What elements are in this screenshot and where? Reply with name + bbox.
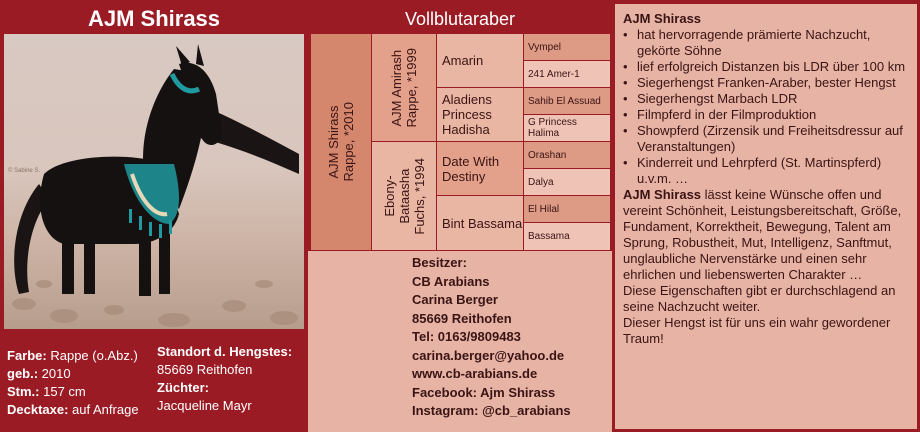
info-height: Stm.: 157 cm <box>7 384 86 399</box>
pedigree-great-grandparent: 241 Amer-1 <box>524 61 610 87</box>
info-breeder-label: Züchter: <box>157 380 209 395</box>
owner-label: Besitzer: <box>412 255 467 270</box>
info-breeder: Jacqueline Mayr <box>157 398 252 413</box>
owner-contact <box>308 251 612 432</box>
pedigree-dam: Ebony- Bataasha Fuchs, *1994 <box>372 142 436 250</box>
right-panel <box>612 0 920 432</box>
owner-instagram: Instagram: @cb_arabians <box>412 403 571 418</box>
list-item: • lief erfolgreich Distanzen bis LDR über 100 km <box>623 59 917 75</box>
pedigree-horse: AJM Shirass Rappe, *2010 <box>311 34 371 250</box>
list-item: • Siegerhengst Franken-Araber, bester Hengst <box>623 75 917 91</box>
owner-name: Carina Berger <box>412 292 498 307</box>
pedigree-great-grandparent: Dalya <box>524 169 610 195</box>
achievements-list <box>623 27 917 187</box>
info-location-label: Standort d. Hengstes: <box>157 344 293 359</box>
middle-panel <box>308 0 612 432</box>
list-item: • hat hervorragende prämierte Nachzucht, gekörte Söhne <box>623 27 917 59</box>
info-color: Farbe: Rappe (o.Abz.) <box>7 348 138 363</box>
pedigree-great-grandparent: Sahib El Assuad <box>524 88 610 114</box>
info-born: geb.: 2010 <box>7 366 71 381</box>
description-paragraph-3: Dieser Hengst ist für uns ein wahr gewordener Traum! <box>623 315 891 346</box>
photo-watermark: © Sabine S. <box>8 168 41 174</box>
pedigree-grandparent: Bint Bassama <box>437 196 523 250</box>
description-paragraph: AJM Shirass lässt keine Wünsche offen und vereint Schönheit, Leistungsbereitschaft, Größe, Fundament, Korrektheit, Bewegung, Talent am Sprung, Robustheit, Mut, Intelligenz, Sanftmut, unglaubliche Nervenstärke und einen sehr ehrlichen und liebenswerten Charakter … <box>623 187 902 282</box>
pedigree-great-grandparent: Vympel <box>524 34 610 60</box>
horse-photo <box>4 34 304 329</box>
horse-illustration <box>4 34 304 329</box>
list-item: • Kinderreit und Lehrpferd (St. Martinspferd) u.v.m. … <box>623 155 917 187</box>
description-paragraph-2: Diese Eigenschaften gibt er durchschlagend an seine Nachzucht weiter. <box>623 283 896 314</box>
list-item: • Showpferd (Zirzensik und Freiheitsdressur auf Veranstaltungen) <box>623 123 917 155</box>
pedigree-great-grandparent: El Hilal <box>524 196 610 222</box>
pedigree-table <box>308 34 612 250</box>
info-location: 85669 Reithofen <box>157 362 253 377</box>
list-item: • Siegerhengst Marbach LDR <box>623 91 917 107</box>
owner-phone: Tel: 0163/9809483 <box>412 329 521 344</box>
pedigree-grandparent: Date With Destiny <box>437 142 523 195</box>
horse-info-col1 <box>7 347 157 419</box>
description <box>615 4 917 429</box>
horse-title: AJM Shirass <box>87 6 221 31</box>
pedigree-grandparent: Aladiens Princess Hadisha <box>437 88 523 141</box>
horse-info <box>0 340 308 432</box>
horse-info-col2 <box>157 343 307 415</box>
pedigree-great-grandparent: Orashan <box>524 142 610 168</box>
breed-heading: Vollblutaraber <box>404 9 516 29</box>
info-fee: Decktaxe: auf Anfrage <box>7 402 139 417</box>
pedigree-sire: AJM Amirash Rappe, *1999 <box>372 34 436 141</box>
owner-farm: CB Arabians <box>412 273 490 289</box>
pedigree-great-grandparent: Bassama <box>524 223 610 250</box>
description-heading: AJM Shirass <box>623 11 702 26</box>
left-panel <box>0 0 308 432</box>
pedigree-great-grandparent: G Princess Halima <box>524 115 610 141</box>
pedigree-grandparent: Amarin <box>437 34 523 87</box>
owner-website: www.cb-arabians.de <box>412 366 538 381</box>
owner-address: 85669 Reithofen <box>412 310 512 326</box>
owner-email: carina.berger@yahoo.de <box>412 347 565 363</box>
owner-facebook: Facebook: Ajm Shirass <box>412 384 556 400</box>
list-item: • Filmpferd in der Filmproduktion <box>623 107 917 123</box>
